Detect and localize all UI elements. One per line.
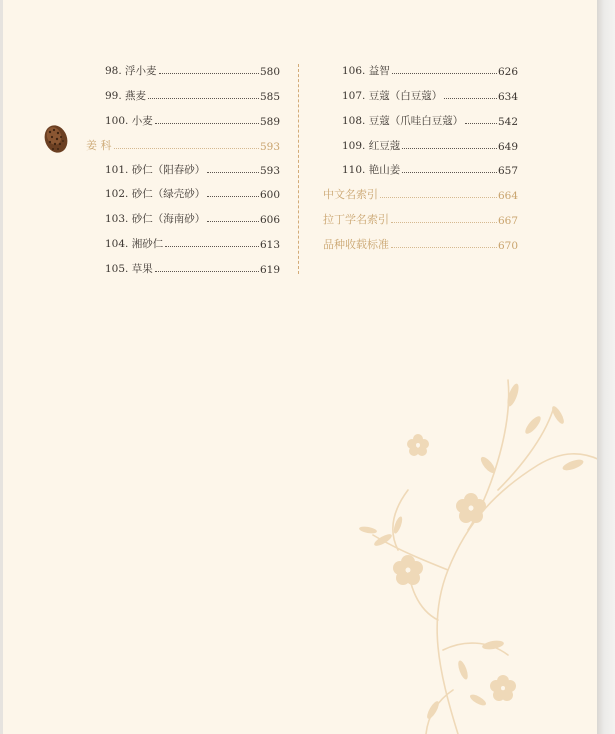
toc-page-number: 626 [497, 66, 518, 78]
toc-row[interactable] [323, 186, 518, 202]
toc-entry-label: 98. 浮小麦 [105, 65, 157, 77]
toc-page-number: 619 [259, 264, 280, 276]
toc-page-number: 634 [497, 91, 518, 103]
toc-row[interactable] [105, 62, 280, 78]
leader-dots [380, 197, 497, 198]
toc-page-number: 589 [259, 116, 280, 128]
toc-row[interactable] [342, 137, 518, 153]
leader-dots [391, 222, 497, 223]
toc-row[interactable] [86, 137, 280, 153]
toc-page-number: 667 [497, 215, 518, 227]
toc-row[interactable] [105, 87, 280, 103]
leader-dots [155, 271, 259, 272]
leader-dots [148, 98, 259, 99]
toc-page-number: 670 [497, 240, 518, 252]
leader-dots [402, 148, 497, 149]
toc-entry-label: 100. 小麦 [105, 115, 153, 127]
seed-illustration [41, 122, 71, 156]
toc-entry-label: 107. 豆蔻（白豆蔻） [342, 90, 443, 102]
leader-dots [207, 196, 259, 197]
toc-row[interactable] [105, 210, 280, 226]
leader-dots [465, 123, 497, 124]
toc-row[interactable] [342, 161, 518, 177]
toc-page-number: 593 [259, 141, 280, 153]
toc-page-number: 600 [259, 189, 280, 201]
toc-page-number: 593 [259, 165, 280, 177]
toc-page-number: 657 [497, 165, 518, 177]
toc-row[interactable] [105, 235, 280, 251]
leader-dots [207, 221, 259, 222]
toc-entry-label: 106. 益智 [342, 65, 390, 77]
toc-row[interactable] [342, 87, 518, 103]
toc-row[interactable] [323, 211, 518, 227]
leader-dots [391, 247, 497, 248]
toc-entry-label: 110. 艳山姜 [342, 164, 401, 176]
toc-entry-label: 99. 燕麦 [105, 90, 147, 102]
toc-page-number: 664 [497, 190, 518, 202]
toc-entry-label: 104. 湘砂仁 [105, 238, 164, 250]
leader-dots [207, 172, 259, 173]
toc-row[interactable] [342, 62, 518, 78]
toc-entry-label: 姜 科 [86, 139, 112, 152]
toc-entry-label: 拉丁学名索引 [323, 213, 389, 226]
toc-page-number: 580 [259, 66, 280, 78]
toc-entry-label: 108. 豆蔻（爪哇白豆蔻） [342, 115, 464, 127]
toc-entry-label: 101. 砂仁（阳春砂） [105, 164, 206, 176]
leader-dots [392, 73, 497, 74]
toc-page [3, 0, 597, 734]
leader-dots [444, 98, 497, 99]
flower-icons [393, 434, 516, 701]
toc-entry-label: 102. 砂仁（绿壳砂） [105, 188, 206, 200]
toc-entry-label: 品种收载标准 [323, 238, 389, 251]
toc-page-number: 585 [259, 91, 280, 103]
toc-row[interactable] [342, 112, 518, 128]
toc-entry-label: 103. 砂仁（海南砂） [105, 213, 206, 225]
toc-page-number: 613 [259, 239, 280, 251]
toc-entry-label: 105. 草果 [105, 263, 153, 275]
floral-vine-decoration [338, 370, 600, 734]
toc-entry-label: 109. 红豆蔻 [342, 140, 401, 152]
page-right-edge [597, 0, 615, 734]
toc-entry-label: 中文名索引 [323, 188, 378, 201]
toc-page-number: 542 [497, 116, 518, 128]
toc-page-number: 649 [497, 141, 518, 153]
toc-row[interactable] [105, 161, 280, 177]
toc-row[interactable] [105, 112, 280, 128]
leader-dots [155, 123, 259, 124]
leader-dots [402, 172, 497, 173]
toc-page-number: 606 [259, 214, 280, 226]
leader-dots [114, 148, 259, 149]
leader-dots [159, 73, 259, 74]
leader-dots [165, 246, 259, 247]
toc-row[interactable] [105, 185, 280, 201]
toc-row[interactable] [105, 260, 280, 276]
toc-row[interactable] [323, 236, 518, 252]
column-divider [298, 64, 299, 274]
